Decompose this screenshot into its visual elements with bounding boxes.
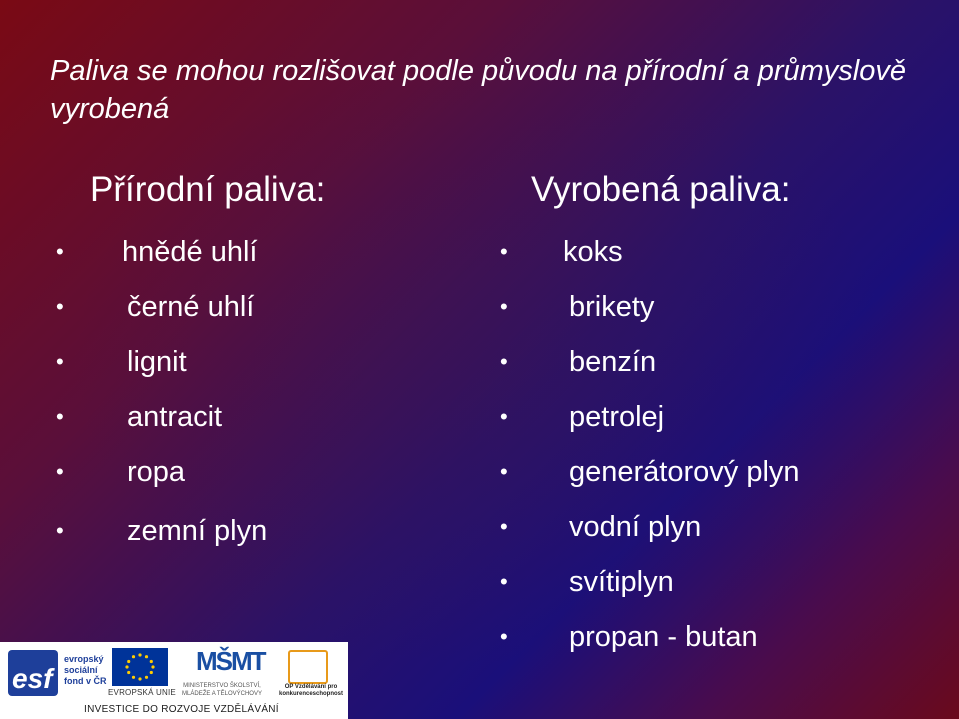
natural-fuels-heading: Přírodní paliva: [90,170,326,209]
esf-caption: evropský sociální fond v ČR [64,654,107,686]
msmt-caption: MINISTERSTVO ŠKOLSTVÍ, MLÁDEŽE A TĚLOVÝCHOVY [182,683,262,697]
msmt-logo: MŠMT [196,646,265,676]
logo-footer [0,642,348,719]
op-logo-icon [288,650,328,684]
slide-title: Paliva se mohou rozlišovat podle původu na přírodní a průmyslově vyrobená [50,55,906,125]
manufactured-fuels-heading: Vyrobená paliva: [531,170,791,209]
eu-flag-icon [112,648,168,686]
op-caption: OP Vzdělávání pro konkurenceschopnost [278,684,343,697]
investment-caption: INVESTICE DO ROZVOJE VZDĚLÁVÁNÍ [84,704,279,715]
eu-caption: EVROPSKÁ UNIE [108,688,176,697]
esf-logo-text: esf [12,663,53,694]
